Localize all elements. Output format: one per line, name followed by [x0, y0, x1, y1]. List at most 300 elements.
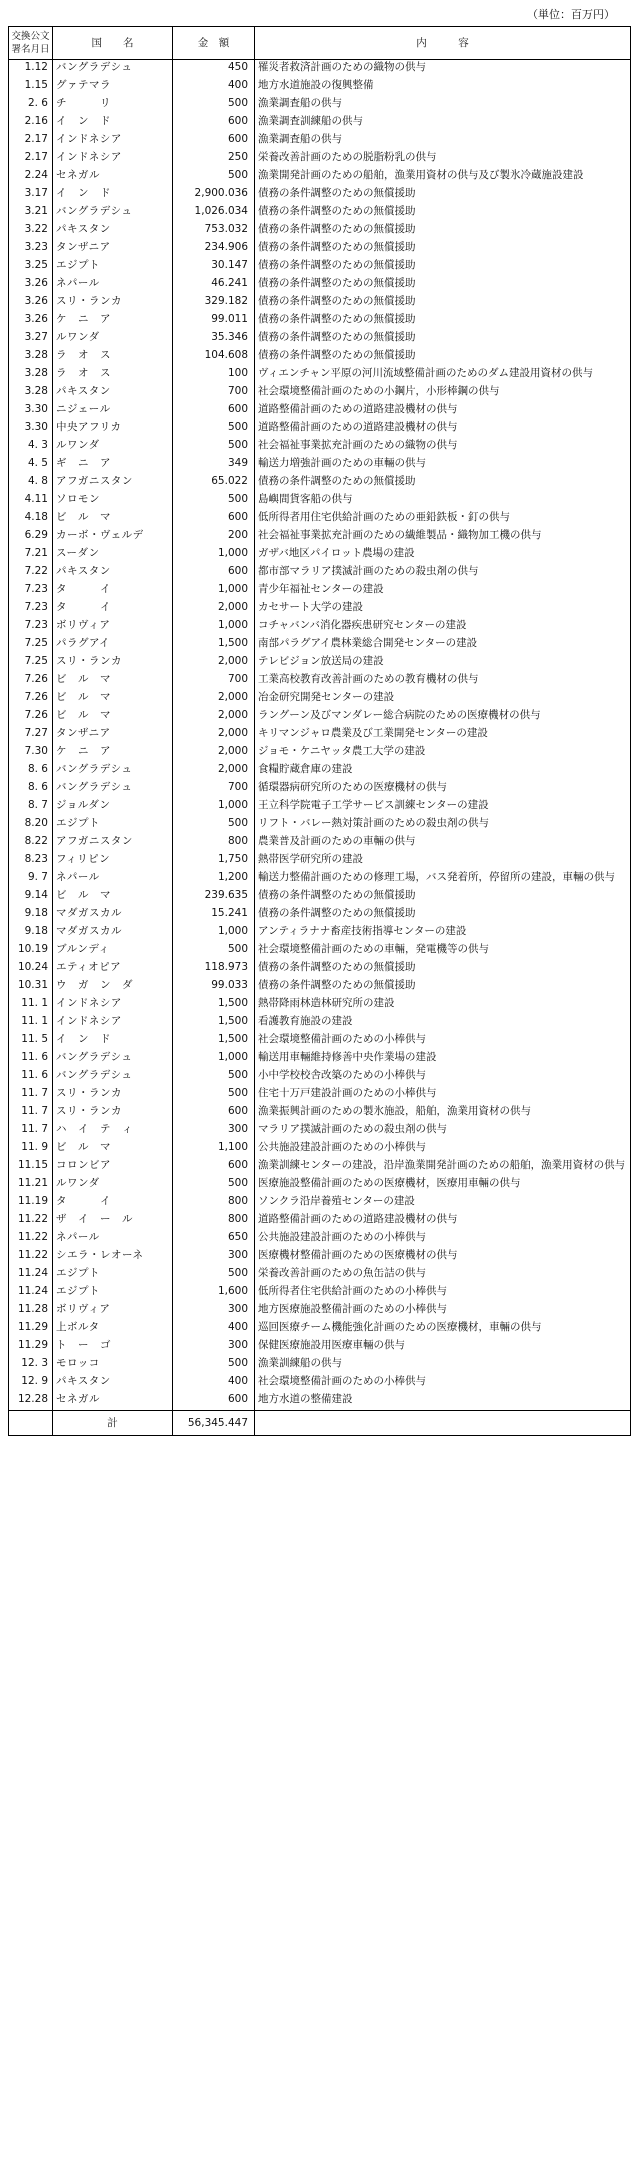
table-row	[9, 654, 631, 672]
content-cell: 道路整備計画のための道路建設機材の供与	[255, 420, 631, 438]
amount-cell: 104.608	[173, 348, 255, 366]
country-cell: ザ イ ー ル	[53, 1212, 173, 1230]
table-row	[9, 96, 631, 114]
amount-cell: 1,500	[173, 1014, 255, 1032]
table-row	[9, 1086, 631, 1104]
content-cell: 小中学校校舎改築のための小棒供与	[255, 1068, 631, 1086]
date-cell: 7.26	[9, 708, 53, 726]
table-row	[9, 510, 631, 528]
amount-cell: 500	[173, 438, 255, 456]
content-cell: 債務の条件調整のための無償援助	[255, 294, 631, 312]
date-cell: 9. 7	[9, 870, 53, 888]
content-cell: 債務の条件調整のための無償援助	[255, 240, 631, 258]
content-cell: 債務の条件調整のための無償援助	[255, 888, 631, 906]
country-cell: イ ン ド	[53, 186, 173, 204]
total-content-cell	[255, 1411, 631, 1436]
country-cell: バングラデシュ	[53, 60, 173, 79]
table-row	[9, 690, 631, 708]
content-cell: 輸送力整備計画のための修理工場，バス発着所，停留所の建設，車輛の供与	[255, 870, 631, 888]
country-cell: タ イ	[53, 1194, 173, 1212]
table-row	[9, 276, 631, 294]
date-cell: 7.25	[9, 636, 53, 654]
table-row	[9, 1014, 631, 1032]
country-cell: ブルンディ	[53, 942, 173, 960]
content-cell: 債務の条件調整のための無償援助	[255, 978, 631, 996]
amount-cell: 99.033	[173, 978, 255, 996]
table-row	[9, 834, 631, 852]
amount-cell: 65.022	[173, 474, 255, 492]
date-cell: 3.17	[9, 186, 53, 204]
date-cell: 3.21	[9, 204, 53, 222]
country-cell: タンザニア	[53, 726, 173, 744]
country-cell: ビ ル マ	[53, 888, 173, 906]
amount-cell: 1,100	[173, 1140, 255, 1158]
date-cell: 4.11	[9, 492, 53, 510]
content-cell: 道路整備計画のための道路建設機材の供与	[255, 402, 631, 420]
date-cell: 11.24	[9, 1284, 53, 1302]
date-cell: 11. 5	[9, 1032, 53, 1050]
table-row	[9, 600, 631, 618]
date-cell: 6.29	[9, 528, 53, 546]
table-row	[9, 546, 631, 564]
table-row	[9, 474, 631, 492]
content-cell: 栄養改善計画のための脱脂粉乳の供与	[255, 150, 631, 168]
table-row	[9, 1068, 631, 1086]
amount-cell: 500	[173, 1068, 255, 1086]
country-cell: エジプト	[53, 1284, 173, 1302]
amount-cell: 500	[173, 1266, 255, 1284]
table-row	[9, 456, 631, 474]
table-body	[9, 60, 631, 1411]
date-cell: 10.19	[9, 942, 53, 960]
date-cell: 11. 7	[9, 1086, 53, 1104]
content-cell: 低所得者用住宅供給計画のための亜鉛鉄板・釘の供与	[255, 510, 631, 528]
table-row	[9, 870, 631, 888]
country-cell: ビ ル マ	[53, 510, 173, 528]
date-cell: 11.24	[9, 1266, 53, 1284]
amount-cell: 2,900.036	[173, 186, 255, 204]
amount-cell: 300	[173, 1338, 255, 1356]
country-cell: スリ・ランカ	[53, 1104, 173, 1122]
amount-cell: 400	[173, 1374, 255, 1392]
table-row	[9, 348, 631, 366]
date-cell: 1.15	[9, 78, 53, 96]
country-cell: ケ ニ ア	[53, 744, 173, 762]
country-cell: コロンビア	[53, 1158, 173, 1176]
country-cell: フィリピン	[53, 852, 173, 870]
date-cell: 12. 3	[9, 1356, 53, 1374]
country-cell: ルワンダ	[53, 1176, 173, 1194]
date-cell: 3.30	[9, 402, 53, 420]
table-row	[9, 582, 631, 600]
country-cell: 上ボルタ	[53, 1320, 173, 1338]
amount-cell: 800	[173, 1194, 255, 1212]
amount-cell: 30.147	[173, 258, 255, 276]
amount-cell: 700	[173, 780, 255, 798]
content-cell: 債務の条件調整のための無償援助	[255, 276, 631, 294]
content-cell: 債務の条件調整のための無償援助	[255, 222, 631, 240]
country-cell: パキスタン	[53, 222, 173, 240]
content-cell: 都市部マラリア撲滅計画のための殺虫剤の供与	[255, 564, 631, 582]
total-row	[9, 1411, 631, 1436]
country-cell: モロッコ	[53, 1356, 173, 1374]
total-date-cell	[9, 1411, 53, 1436]
country-cell: ビ ル マ	[53, 690, 173, 708]
country-cell: イ ン ド	[53, 114, 173, 132]
unit-label: （単位：百万円）	[527, 8, 615, 21]
amount-cell: 300	[173, 1248, 255, 1266]
date-cell: 11. 7	[9, 1104, 53, 1122]
table-row	[9, 1032, 631, 1050]
country-cell: バングラデシュ	[53, 780, 173, 798]
content-cell: 漁業振興計画のための製氷施設，船舶，漁業用資材の供与	[255, 1104, 631, 1122]
content-cell: 債務の条件調整のための無償援助	[255, 186, 631, 204]
amount-cell: 46.241	[173, 276, 255, 294]
date-cell: 1.12	[9, 60, 53, 79]
content-cell: 低所得者住宅供給計画のための小棒供与	[255, 1284, 631, 1302]
content-cell: 債務の条件調整のための無償援助	[255, 348, 631, 366]
content-cell: 債務の条件調整のための無償援助	[255, 330, 631, 348]
country-cell: ハ イ テ ィ	[53, 1122, 173, 1140]
amount-cell: 329.182	[173, 294, 255, 312]
table-row	[9, 1230, 631, 1248]
amount-cell: 700	[173, 672, 255, 690]
country-cell: スリ・ランカ	[53, 654, 173, 672]
country-cell: インドネシア	[53, 1014, 173, 1032]
table-row	[9, 852, 631, 870]
amount-cell: 239.635	[173, 888, 255, 906]
date-cell: 11.22	[9, 1230, 53, 1248]
country-cell: タ イ	[53, 582, 173, 600]
content-cell: 漁業訓練船の供与	[255, 1356, 631, 1374]
content-cell: アンティラナナ畜産技術指導センターの建設	[255, 924, 631, 942]
country-cell: セネガル	[53, 1392, 173, 1411]
content-cell: 罹災者救済計画のための織物の供与	[255, 60, 631, 79]
content-cell: ジョモ・ケニヤッタ農工大学の建設	[255, 744, 631, 762]
content-cell: 債務の条件調整のための無償援助	[255, 906, 631, 924]
date-cell: 9.14	[9, 888, 53, 906]
date-cell: 7.26	[9, 690, 53, 708]
table-row	[9, 1122, 631, 1140]
table-row	[9, 186, 631, 204]
table-row	[9, 636, 631, 654]
content-cell: リフト・バレー熱対策計画のための殺虫剤の供与	[255, 816, 631, 834]
content-cell: 漁業調査船の供与	[255, 132, 631, 150]
amount-cell: 2,000	[173, 762, 255, 780]
amount-cell: 1,500	[173, 636, 255, 654]
amount-cell: 1,000	[173, 1050, 255, 1068]
amount-cell: 650	[173, 1230, 255, 1248]
content-cell: 公共施設建設計画のための小棒供与	[255, 1140, 631, 1158]
country-cell: ボリヴィア	[53, 1302, 173, 1320]
table-row	[9, 330, 631, 348]
table-row	[9, 564, 631, 582]
date-cell: 9.18	[9, 906, 53, 924]
date-cell: 11.28	[9, 1302, 53, 1320]
date-cell: 2. 6	[9, 96, 53, 114]
country-cell: パキスタン	[53, 564, 173, 582]
content-cell: マラリア撲滅計画のための殺虫剤の供与	[255, 1122, 631, 1140]
amount-cell: 500	[173, 816, 255, 834]
country-cell: ラ オ ス	[53, 348, 173, 366]
country-cell: パキスタン	[53, 384, 173, 402]
country-cell: マダガスカル	[53, 924, 173, 942]
table-row	[9, 780, 631, 798]
amount-cell: 500	[173, 168, 255, 186]
table-row	[9, 996, 631, 1014]
country-cell: マダガスカル	[53, 906, 173, 924]
country-cell: インドネシア	[53, 150, 173, 168]
date-cell: 7.26	[9, 672, 53, 690]
amount-cell: 200	[173, 528, 255, 546]
date-cell: 7.23	[9, 600, 53, 618]
content-cell: 医療施設整備計画のための医療機材，医療用車輛の供与	[255, 1176, 631, 1194]
content-cell: 栄養改善計画のための魚缶詰の供与	[255, 1266, 631, 1284]
amount-cell: 500	[173, 420, 255, 438]
header-row	[9, 27, 631, 60]
table-row	[9, 708, 631, 726]
content-cell: テレビジョン放送局の建設	[255, 654, 631, 672]
header-content: 内 容	[255, 27, 631, 60]
amount-cell: 100	[173, 366, 255, 384]
country-cell: アフガニスタン	[53, 834, 173, 852]
content-cell: 南部パラグアイ農林業総合開発センターの建設	[255, 636, 631, 654]
country-cell: ネパール	[53, 870, 173, 888]
content-cell: 漁業調査船の供与	[255, 96, 631, 114]
amount-cell: 500	[173, 492, 255, 510]
table-row	[9, 150, 631, 168]
table-row	[9, 1158, 631, 1176]
country-cell: エジプト	[53, 258, 173, 276]
amount-cell: 1,000	[173, 798, 255, 816]
content-cell: 農業普及計画のための車輛の供与	[255, 834, 631, 852]
country-cell: スリ・ランカ	[53, 294, 173, 312]
content-cell: 社会環境整備計画のための車輛，発電機等の供与	[255, 942, 631, 960]
date-cell: 9.18	[9, 924, 53, 942]
date-cell: 7.23	[9, 582, 53, 600]
date-cell: 4. 5	[9, 456, 53, 474]
table-row	[9, 618, 631, 636]
content-cell: 地方水道の整備建設	[255, 1392, 631, 1411]
table-row	[9, 492, 631, 510]
country-cell: パキスタン	[53, 1374, 173, 1392]
country-cell: バングラデシュ	[53, 762, 173, 780]
date-cell: 8.22	[9, 834, 53, 852]
content-cell: 債務の条件調整のための無償援助	[255, 204, 631, 222]
date-cell: 4. 3	[9, 438, 53, 456]
table-row	[9, 960, 631, 978]
date-cell: 3.26	[9, 276, 53, 294]
date-cell: 3.28	[9, 366, 53, 384]
amount-cell: 500	[173, 1086, 255, 1104]
amount-cell: 118.973	[173, 960, 255, 978]
date-cell: 10.31	[9, 978, 53, 996]
amount-cell: 2,000	[173, 708, 255, 726]
date-cell: 7.30	[9, 744, 53, 762]
date-cell: 3.25	[9, 258, 53, 276]
amount-cell: 600	[173, 1158, 255, 1176]
table-row	[9, 438, 631, 456]
amount-cell: 1,500	[173, 996, 255, 1014]
country-cell: ジョルダン	[53, 798, 173, 816]
table-row	[9, 1212, 631, 1230]
content-cell: キリマンジャロ農業及び工業開発センターの建設	[255, 726, 631, 744]
aid-table	[8, 26, 631, 1436]
amount-cell: 500	[173, 942, 255, 960]
content-cell: 債務の条件調整のための無償援助	[255, 312, 631, 330]
date-cell: 7.22	[9, 564, 53, 582]
table-row	[9, 744, 631, 762]
table-row	[9, 78, 631, 96]
date-cell: 12. 9	[9, 1374, 53, 1392]
amount-cell: 600	[173, 564, 255, 582]
amount-cell: 1,500	[173, 1032, 255, 1050]
content-cell: ヴィエンチャン平原の河川流域整備計画のためのダム建設用資材の供与	[255, 366, 631, 384]
amount-cell: 600	[173, 132, 255, 150]
content-cell: 冶金研究開発センターの建設	[255, 690, 631, 708]
table-row	[9, 420, 631, 438]
amount-cell: 300	[173, 1302, 255, 1320]
table-row	[9, 258, 631, 276]
content-cell: 医療機材整備計画のための医療機材の供与	[255, 1248, 631, 1266]
date-cell: 12.28	[9, 1392, 53, 1411]
country-cell: ソロモン	[53, 492, 173, 510]
amount-cell: 1,750	[173, 852, 255, 870]
amount-cell: 2,000	[173, 744, 255, 762]
content-cell: 社会環境整備計画のための小棒供与	[255, 1374, 631, 1392]
amount-cell: 500	[173, 1356, 255, 1374]
content-cell: ラングーン及びマンダレー総合病院のための医療機材の供与	[255, 708, 631, 726]
country-cell: ボリヴィア	[53, 618, 173, 636]
content-cell: ガザバ地区パイロット農場の建設	[255, 546, 631, 564]
amount-cell: 15.241	[173, 906, 255, 924]
content-cell: 熱帯降雨林造林研究所の建設	[255, 996, 631, 1014]
table-row	[9, 1194, 631, 1212]
date-cell: 3.22	[9, 222, 53, 240]
amount-cell: 600	[173, 402, 255, 420]
amount-cell: 2,000	[173, 726, 255, 744]
date-cell: 8. 7	[9, 798, 53, 816]
table-row	[9, 672, 631, 690]
content-cell: 地方医療施設整備計画のための小棒供与	[255, 1302, 631, 1320]
content-cell: 輸送力増強計画のための車輛の供与	[255, 456, 631, 474]
table-row	[9, 114, 631, 132]
table-row	[9, 1266, 631, 1284]
date-cell: 2.24	[9, 168, 53, 186]
date-cell: 11. 1	[9, 996, 53, 1014]
content-cell: 保健医療施設用医療車輛の供与	[255, 1338, 631, 1356]
table-row	[9, 1374, 631, 1392]
amount-cell: 35.346	[173, 330, 255, 348]
content-cell: 島嶼間貨客船の供与	[255, 492, 631, 510]
table-row	[9, 798, 631, 816]
content-cell: ソンクラ沿岸養殖センターの建設	[255, 1194, 631, 1212]
content-cell: 債務の条件調整のための無償援助	[255, 960, 631, 978]
date-cell: 11.19	[9, 1194, 53, 1212]
date-cell: 8.23	[9, 852, 53, 870]
content-cell: 住宅十万戸建設計画のための小棒供与	[255, 1086, 631, 1104]
table-row	[9, 1176, 631, 1194]
country-cell: スリ・ランカ	[53, 1086, 173, 1104]
date-cell: 3.30	[9, 420, 53, 438]
country-cell: バングラデシュ	[53, 1050, 173, 1068]
country-cell: シエラ・レオーネ	[53, 1248, 173, 1266]
content-cell: 青少年福祉センターの建設	[255, 582, 631, 600]
country-cell: ウ ガ ン ダ	[53, 978, 173, 996]
amount-cell: 500	[173, 96, 255, 114]
amount-cell: 600	[173, 1104, 255, 1122]
country-cell: スーダン	[53, 546, 173, 564]
table-row	[9, 1302, 631, 1320]
country-cell: ルワンダ	[53, 330, 173, 348]
date-cell: 2.17	[9, 150, 53, 168]
date-cell: 11. 6	[9, 1050, 53, 1068]
country-cell: ビ ル マ	[53, 672, 173, 690]
table-row	[9, 60, 631, 79]
amount-cell: 99.011	[173, 312, 255, 330]
content-cell: 巡回医療チーム機能強化計画のための医療機材，車輛の供与	[255, 1320, 631, 1338]
date-cell: 11. 6	[9, 1068, 53, 1086]
table-row	[9, 942, 631, 960]
table-row	[9, 1140, 631, 1158]
amount-cell: 600	[173, 1392, 255, 1411]
country-cell: バングラデシュ	[53, 1068, 173, 1086]
table-row	[9, 1104, 631, 1122]
country-cell: ビ ル マ	[53, 1140, 173, 1158]
country-cell: グァテマラ	[53, 78, 173, 96]
header-country: 国 名	[53, 27, 173, 60]
date-cell: 7.21	[9, 546, 53, 564]
date-cell: 2.16	[9, 114, 53, 132]
country-cell: ケ ニ ア	[53, 312, 173, 330]
country-cell: ネパール	[53, 1230, 173, 1248]
amount-cell: 1,000	[173, 582, 255, 600]
country-cell: エティオピア	[53, 960, 173, 978]
date-cell: 11. 7	[9, 1122, 53, 1140]
header-date: 交換公文署名月日	[9, 27, 53, 60]
amount-cell: 400	[173, 1320, 255, 1338]
amount-cell: 2,000	[173, 690, 255, 708]
table-row	[9, 924, 631, 942]
amount-cell: 600	[173, 510, 255, 528]
country-cell: ラ オ ス	[53, 366, 173, 384]
country-cell: バングラデシュ	[53, 204, 173, 222]
amount-cell: 400	[173, 78, 255, 96]
date-cell: 2.17	[9, 132, 53, 150]
content-cell: 漁業開発計画のための船舶，漁業用資材の供与及び製氷冷蔵施設建設	[255, 168, 631, 186]
content-cell: 漁業調査訓練船の供与	[255, 114, 631, 132]
date-cell: 10.24	[9, 960, 53, 978]
table-row	[9, 1338, 631, 1356]
country-cell: セネガル	[53, 168, 173, 186]
country-cell: チ リ	[53, 96, 173, 114]
country-cell: イ ン ド	[53, 1032, 173, 1050]
country-cell: 中央アフリカ	[53, 420, 173, 438]
table-row	[9, 240, 631, 258]
content-cell: 看護教育施設の建設	[255, 1014, 631, 1032]
date-cell: 11.21	[9, 1176, 53, 1194]
total-label: 計	[53, 1411, 173, 1436]
date-cell: 7.23	[9, 618, 53, 636]
country-cell: インドネシア	[53, 132, 173, 150]
amount-cell: 500	[173, 1176, 255, 1194]
date-cell: 7.25	[9, 654, 53, 672]
country-cell: エジプト	[53, 1266, 173, 1284]
table-row	[9, 366, 631, 384]
amount-cell: 2,000	[173, 600, 255, 618]
amount-cell: 753.032	[173, 222, 255, 240]
amount-cell: 1,000	[173, 924, 255, 942]
